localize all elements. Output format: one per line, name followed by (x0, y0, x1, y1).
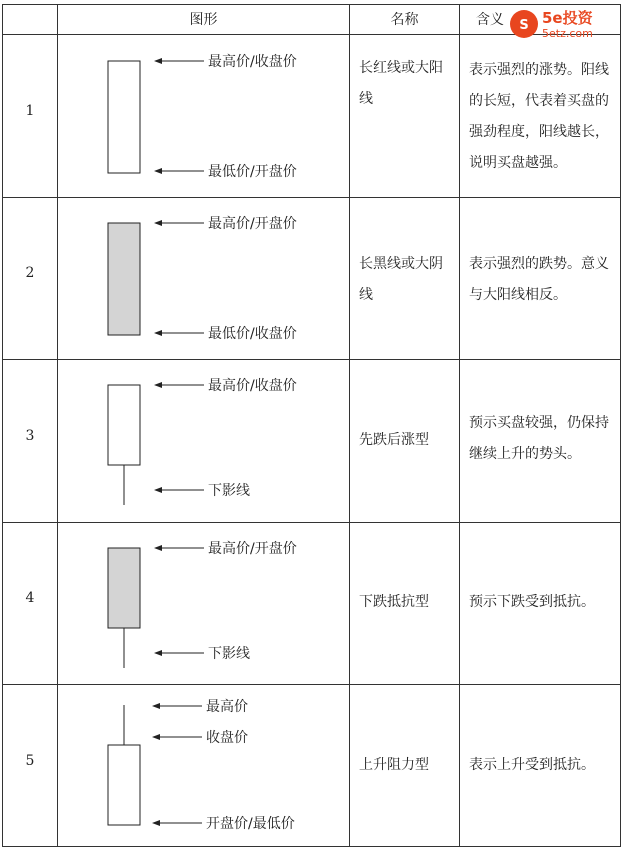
candle-body (108, 745, 140, 825)
price-label: 最高价/收盘价 (208, 378, 297, 394)
row-number: 2 (25, 265, 35, 281)
arrow-icon (154, 545, 204, 551)
candle-body (108, 548, 140, 628)
svg-text:5etz.com: 5etz.com (542, 27, 593, 40)
pattern-meaning: 表示上升受到抵抗。 (469, 757, 595, 773)
column-divider (459, 5, 460, 846)
arrow-icon (154, 58, 204, 64)
arrow-icon (154, 330, 204, 336)
candle-body (108, 385, 140, 465)
price-label: 最低价/开盘价 (208, 164, 297, 180)
header-name: 名称 (390, 12, 419, 28)
candlestick-table (2, 4, 621, 847)
candlestick-figure (58, 523, 350, 683)
candlestick-figure (58, 36, 350, 196)
candle-body (108, 61, 140, 173)
brand-logo (504, 7, 614, 41)
arrow-icon (154, 650, 204, 656)
pattern-meaning: 预示买盘较强，仍保持继续上升的势头。 (469, 415, 609, 462)
svg-text:5e投资: 5e投资 (542, 9, 593, 27)
arrow-icon (154, 220, 204, 226)
price-label: 下影线 (208, 646, 250, 662)
row-number: 4 (25, 590, 35, 606)
price-label: 收盘价 (206, 730, 248, 746)
header-figure: 图形 (189, 12, 218, 28)
price-label: 最高价/收盘价 (208, 54, 297, 70)
pattern-meaning: 预示下跌受到抵抗。 (469, 594, 595, 610)
price-label: 最高价 (206, 699, 248, 715)
price-label: 开盘价/最低价 (206, 816, 295, 832)
candlestick-figure (58, 360, 350, 520)
pattern-name: 下跌抵抗型 (359, 594, 429, 610)
price-label: 最高价/开盘价 (208, 541, 297, 557)
svg-text:S: S (519, 18, 529, 33)
arrow-icon (152, 734, 202, 740)
arrow-icon (152, 703, 202, 709)
candlestick-figure (58, 685, 350, 845)
candlestick-figure (58, 198, 350, 358)
pattern-name: 长黑线或大阴线 (359, 256, 443, 303)
arrow-icon (152, 820, 202, 826)
pattern-name: 上升阻力型 (359, 757, 429, 773)
row-number: 5 (25, 753, 35, 769)
pattern-meaning: 表示强烈的涨势。阳线的长短，代表着买盘的强劲程度，阳线越长，说明买盘越强。 (469, 62, 609, 171)
pattern-meaning: 表示强烈的跌势。意义与大阳线相反。 (469, 256, 609, 303)
header-meaning: 含义 (476, 12, 504, 28)
candle-body (108, 223, 140, 335)
arrow-icon (154, 168, 204, 174)
arrow-icon (154, 487, 204, 493)
row-number: 1 (25, 103, 35, 119)
row-number: 3 (25, 428, 35, 444)
arrow-icon (154, 382, 204, 388)
price-label: 下影线 (208, 483, 250, 499)
pattern-name: 长红线或大阳线 (359, 60, 443, 107)
pattern-name: 先跌后涨型 (359, 432, 429, 448)
price-label: 最高价/开盘价 (208, 216, 297, 232)
price-label: 最低价/收盘价 (208, 326, 297, 342)
